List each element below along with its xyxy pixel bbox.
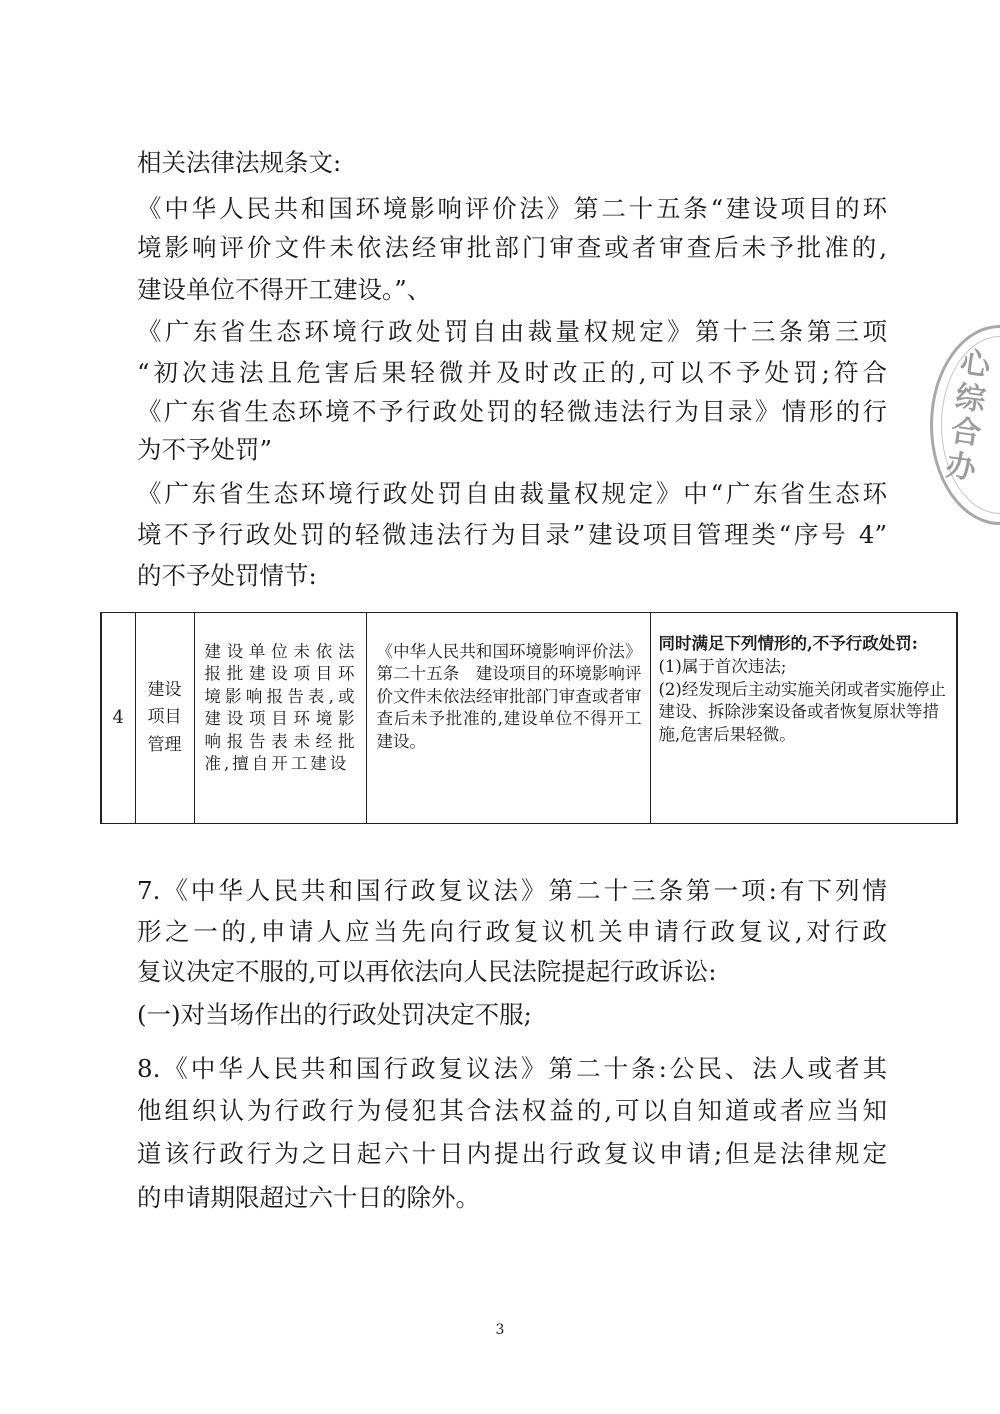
- basis-text: 《中华人民共和国环境影响评价法》第二十五条 建设项目的环境影响评价文件未依法经审批部门审查或者审查后未予批准的,建设单位不得开工建设。: [376, 642, 642, 751]
- text-line: 《广东省生态环境行政处罚自由裁量权规定》第十三条第三项: [137, 317, 887, 346]
- table-row: [101, 613, 957, 824]
- text-line: 建设单位不得开工建设。”、: [137, 275, 432, 304]
- text-line: 形之一的,申请人应当先向行政复议机关申请行政复议,对行政: [137, 917, 887, 946]
- text-line: 道该行政行为之日起六十日内提出行政复议申请;但是法律规定: [137, 1139, 887, 1168]
- table-cell-basis: [366, 613, 650, 824]
- page-number: 3: [495, 1322, 505, 1338]
- table-cell-category: [135, 613, 194, 824]
- text-line: 《广东省生态环境不予行政处罚的轻微违法行为目录》情形的行: [137, 397, 887, 426]
- table-cell-number: [101, 613, 135, 824]
- text-line: (一)对当场作出的行政处罚决定不服;: [137, 1000, 532, 1029]
- condition-item: (1)属于首次违法;: [658, 656, 787, 676]
- text-line: 《广东省生态环境行政处罚自由裁量权规定》中“广东省生态环: [137, 479, 887, 508]
- text-line: 的申请期限超过六十日的除外。: [137, 1183, 480, 1212]
- description-text: 建设单位未依法报批建设项目环境影响报告表,或建设项目环境影响报告表未经批准,擅自开工建设: [204, 642, 358, 774]
- official-seal: [930, 325, 1000, 525]
- condition-block: [659, 633, 949, 747]
- text-line: 境影响评价文件未依法经审批部门审查或者审查后未予批准的,: [137, 233, 887, 262]
- text-line: “初次违法且危害后果轻微并及时改正的,可以不予处罚;符合: [137, 358, 887, 387]
- text-line: 《中华人民共和国环境影响评价法》第二十五条“建设项目的环: [137, 194, 887, 223]
- violation-table: [100, 612, 958, 824]
- table-cell-condition: [650, 613, 957, 824]
- heading-related-laws: 相关法律法规条文:: [137, 148, 342, 177]
- text-line: 复议决定不服的,可以再依法向人民法院提起行政诉讼:: [137, 957, 717, 986]
- category-text: 建设项目管理: [147, 680, 182, 755]
- text-line: 7.《中华人民共和国行政复议法》第二十三条第一项:有下列情: [137, 876, 887, 905]
- seal-text: 心综合办: [943, 344, 993, 487]
- table-cell-description: [194, 613, 366, 824]
- condition-item: (2)经发现后主动实施关闭或者实施停止建设、拆除涉案设备或者恢复原状等措施,危害后果轻微。: [658, 679, 946, 745]
- text-line: 的不予处罚情节:: [137, 561, 317, 590]
- text-line: 为不予处罚”: [137, 435, 273, 464]
- text-line: 境不予行政处罚的轻微违法行为目录”建设项目管理类“序号 4”: [137, 520, 887, 549]
- text-line: 8.《中华人民共和国行政复议法》第二十条:公民、法人或者其: [137, 1054, 887, 1083]
- row-number: 4: [112, 707, 124, 729]
- condition-title: 同时满足下列情形的,不予行政处罚:: [658, 634, 918, 653]
- text-line: 他组织认为行政行为侵犯其合法权益的,可以自知道或者应当知: [137, 1096, 887, 1125]
